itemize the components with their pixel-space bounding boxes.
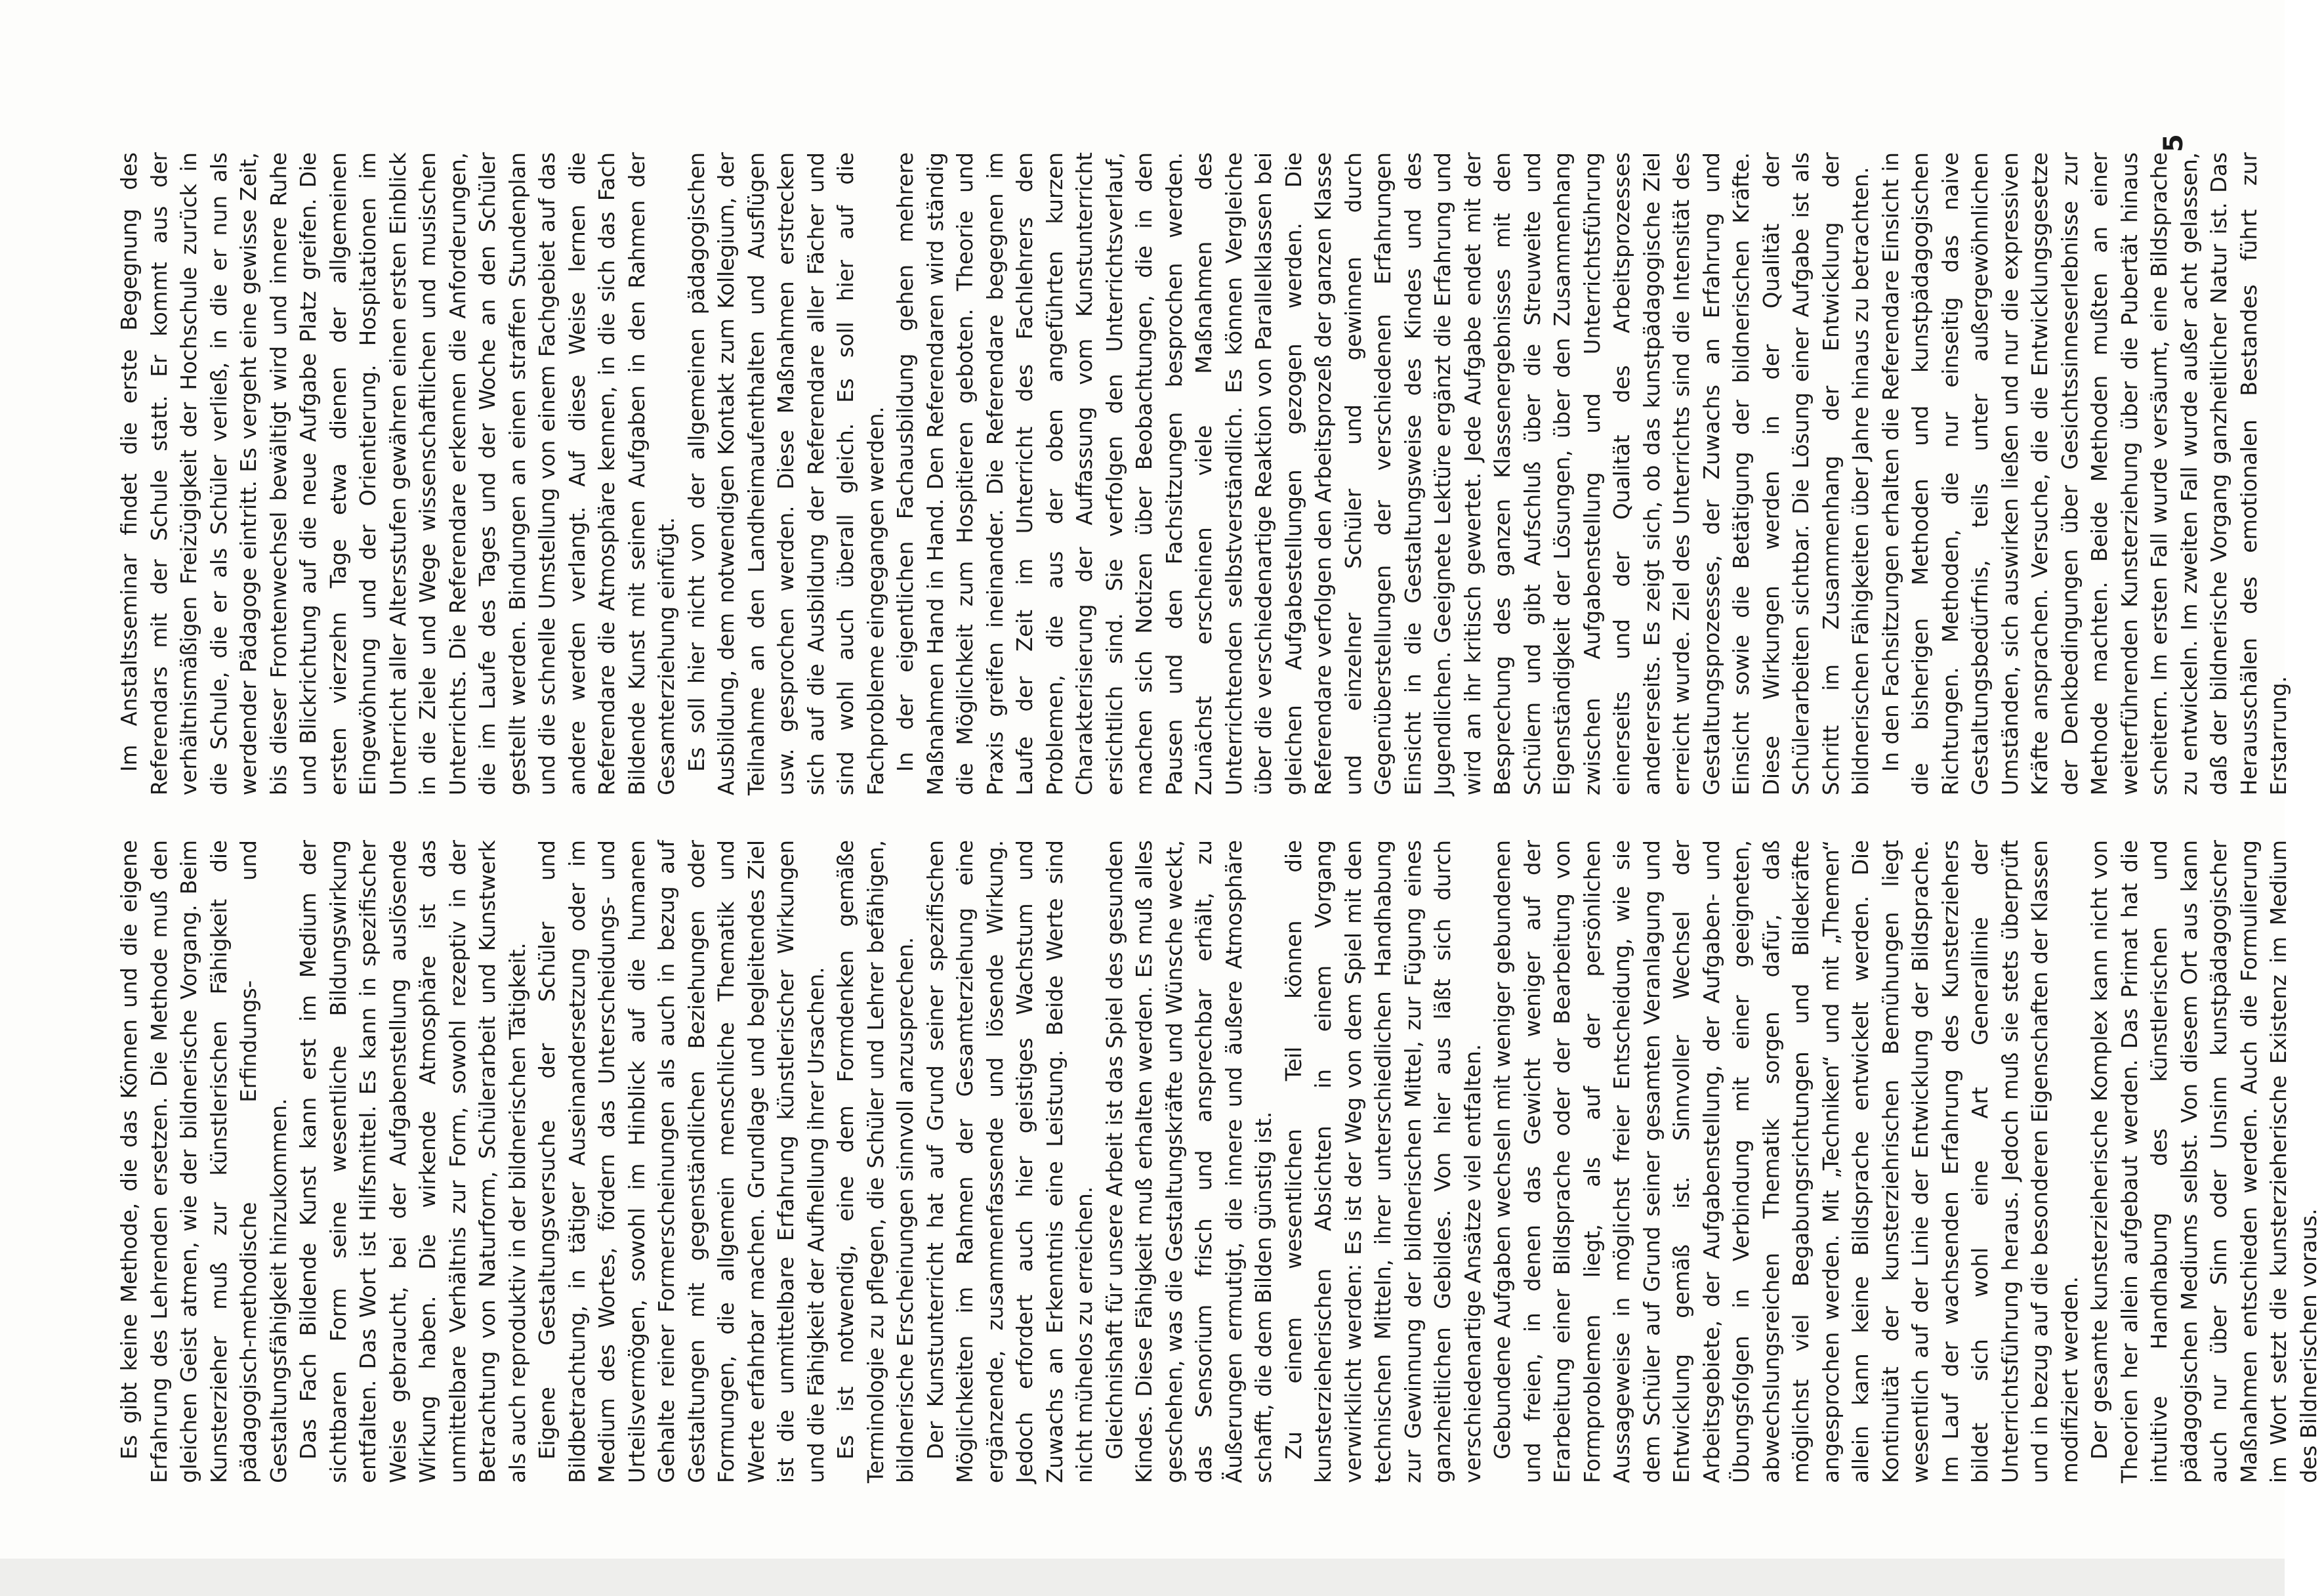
- scan-edge-shade: [0, 1559, 2285, 1596]
- paragraph: Es ist notwendig, eine dem Formdenken gemäße Terminologie zu pflegen, die Schüler und Lehrer befähigen, bildnerische Erscheinungen sinnvoll anzusprechen.: [833, 840, 918, 1483]
- paragraph: Es soll hier nicht von der allgemeinen pädagogischen Ausbildung, dem notwendigen Kontakt zum Kollegium, der Teilnahme an den Landheimaufenthalten und Ausflügen usw. gesprochen werden. Diese Maßnahmen erstrecken sich auf die Ausbildung der Referendare aller Fächer und sind wohl auch überall gleich. Es soll hier auf die Fachprobleme eingegangen werden.: [684, 152, 888, 795]
- paragraph: Im Anstaltsseminar findet die erste Begegnung des Referendars mit der Schule statt. Er kommt aus der verhältnismäßigen Freizügigkeit der Hochschule zurück in die Schule, die er als Schüler verließ, in die er nun als werdender Pädagoge eintritt. Es vergeht eine gewisse Zeit, bis dieser Frontenwechsel bewältigt wird und innere Ruhe und Blickrichtung auf die neue Aufgabe Platz greifen. Die ersten vierzehn Tage etwa dienen der allgemeinen Eingewöhnung und der Orientierung. Hospitationen im Unterricht aller Altersstufen gewähren einen ersten Einblick in die Ziele und Wege wissenschaftlichen und musischen Unterrichts. Die Referendare erkennen die Anforderungen, die im Laufe des Tages und der Woche an den Schüler gestellt werden. Bindungen an einen straffen Stundenplan und die schnelle Umstellung von einem Fachgebiet auf das andere werden verlangt. Auf diese Weise lernen die Referendare die Atmosphäre kennen, in die sich das Fach Bildende Kunst mit seinen Aufgaben in den Rahmen der Gesamterziehung einfügt.: [117, 152, 679, 795]
- paragraph: Gebundene Aufgaben wechseln mit weniger gebundenen und freien, in denen das Gewicht weniger auf der Erarbeitung einer Bildsprache oder der Bearbeitung von Formproblemen liegt, als auf der persönlichen Aussageweise in möglichst freier Entscheidung, wie sie dem Schüler auf Grund seiner gesamten Veranlagung und Entwicklung gemäß ist. Sinnvoller Wechsel der Arbeitsgebiete, der Aufgabenstellung, der Aufgaben- und Übungsfolgen in Verbindung mit einer geeigneten, abwechslungsreichen Thematik sorgen dafür, daß möglichst viel Begabungsrichtungen und Bildekräfte angesprochen werden. Mit „Techniken“ und mit „Themen“ allein kann keine Bildsprache entwickelt werden. Die Kontinuität der kunsterziehrischen Bemühungen liegt wesentlich auf der Linie der Entwicklung der Bildsprache. Im Lauf der wachsenden Erfahrung des Kunsterziehers bildet sich wohl eine Art Generallinie der Unterrichtsführung heraus. Jedoch muß sie stets überprüft und in bezug auf die besonderen Eigenschaften der Klassen modifiziert werden.: [1490, 840, 2083, 1483]
- paragraph: Gleichnishaft für unsere Arbeit ist das Spiel des gesunden Kindes. Diese Fähigkeit muß erhalten werden. Es muß alles geschehen, was die Gestaltungskräfte und Wünsche weckt, das Sensorium frisch und ansprechbar erhält, zu Äußerungen ermutigt, die innere und äußere Atmosphäre schafft, die dem Bilden günstig ist.: [1102, 840, 1276, 1483]
- paragraph: Es gibt keine Methode, die das Können und die eigene Erfahrung des Lehrenden ersetzen. Die Methode muß den gleichen Geist atmen, wie der bildnerische Vorgang. Beim Kunsterzieher muß zur künstlerischen Fähigkeit die pädagogisch-methodische Erfindungs- und Gestaltungsfähigkeit hinzukommen.: [117, 840, 291, 1483]
- text-column-left: [115, 840, 2324, 1483]
- text-column-right: [115, 152, 2294, 795]
- page-number: 5: [2159, 134, 2189, 152]
- paragraph: In den Fachsitzungen erhalten die Referendare Einsicht in die bisherigen Methoden und kunstpädagogischen Richtungen. Methoden, die nur einseitig das naive Gestaltungsbedürfnis, teils unter außergewöhnlichen Umständen, sich auswirken ließen und nur die expressiven Kräfte ansprachen. Versuche, die die Entwicklungsgesetze der Denkbedingungen über Gesichtssinneserlebnisse zur Methode machten. Beide Methoden mußten an einer weiterführenden Kunsterziehung über die Pubertät hinaus scheitern. Im ersten Fall wurde versäumt, eine Bildsprache zu entwickeln. Im zweiten Fall wurde außer acht gelassen, daß der bildnerische Vorgang ganzheitlicher Natur ist. Das Herausschälen des emotionalen Bestandes führt zur Erstarrung.: [1878, 152, 2291, 795]
- paragraph: Der Kunstunterricht hat auf Grund seiner spezifischen Möglichkeiten im Rahmen der Gesamterziehung eine ergänzende, zusammenfassende und lösende Wirkung. Jedoch erfordert auch hier geistiges Wachstum und Zuwachs an Erkenntnis eine Leistung. Beide Werte sind nicht mühelos zu erreichen.: [923, 840, 1097, 1483]
- paragraph: Zu einem wesentlichen Teil können die kunsterzieherischen Absichten in einem Vorgang verwirklicht werden: Es ist der Weg von dem Spiel mit den technischen Mitteln, ihrer unterschiedlichen Handhabung zur Gewinnung der bildnerischen Mittel, zur Fügung eines ganzheitlichen Gebildes. Von hier aus läßt sich durch verschiedenartige Ansätze viel entfalten.: [1281, 840, 1485, 1483]
- paragraph: Das Fach Bildende Kunst kann erst im Medium der sichtbaren Form seine wesentliche Bildungswirkung entfalten. Das Wort ist Hilfsmittel. Es kann in spezifischer Weise gebraucht, bei der Aufgabenstellung auslösende Wirkung haben. Die wirkende Atmosphäre ist das unmittelbare Verhältnis zur Form, sowohl rezeptiv in der Betrachtung von Naturform, Schülerarbeit und Kunstwerk als auch reproduktiv in der bildnerischen Tätigkeit.: [296, 840, 530, 1483]
- paragraph: In der eigentlichen Fachausbildung gehen mehrere Maßnahmen Hand in Hand. Den Referendaren wird ständig die Möglichkeit zum Hospitieren geboten. Theorie und Praxis greifen ineinander. Die Referendare begegnen im Laufe der Zeit im Unterricht des Fachlehrers den Problemen, die aus der oben angeführten kurzen Charakterisierung der Auffassung vom Kunstunterricht ersichtlich sind. Sie verfolgen den Unterrichtsverlauf, machen sich Notizen über Beobachtungen, die in den Pausen und den Fachsitzungen besprochen werden. Zunächst erscheinen viele Maßnahmen des Unterrichtenden selbstverständlich. Es können Vergleiche über die verschiedenartige Reaktion von Parallelklassen bei gleichen Aufgabestellungen gezogen werden. Die Referendare verfolgen den Arbeitsprozeß der ganzen Klasse und einzelner Schüler und gewinnen durch Gegenüberstellungen der verschiedenen Erfahrungen Einsicht in die Gestaltungsweise des Kindes und des Jugendlichen. Geeignete Lektüre ergänzt die Erfahrung und wird an ihr kritisch gewertet. Jede Aufgabe endet mit der Besprechung des ganzen Klassenergebnisses mit den Schülern und gibt Aufschluß über die Streuweite und Eigenständigkeit der Lösungen, über den Zusammenhang zwischen Aufgabenstellung und Unterrichtsführung einerseits und der Qualität des Arbeitsprozesses andererseits. Es zeigt sich, ob das kunstpädagogische Ziel erreicht wurde. Ziel des Unterrichts sind die Intensität des Gestaltungsprozesses, der Zuwachs an Erfahrung und Einsicht sowie die Betätigung der bildnerischen Kräfte. Diese Wirkungen werden in der Qualität der Schülerarbeiten sichtbar. Die Lösung einer Aufgabe ist als Schritt im Zusammenhang der Entwicklung der bildnerischen Fähigkeiten über Jahre hinaus zu betrachten.: [893, 152, 1873, 795]
- paragraph: Der gesamte kunsterzieherische Komplex kann nicht von Theorien her allein aufgebaut werden. Das Primat hat die intuitive Handhabung des künstlerischen und pädagogischen Mediums selbst. Von diesem Ort aus kann auch nur über Sinn oder Unsinn kunstpädagogischer Maßnahmen entschieden werden. Auch die Formulierung im Wort setzt die kunsterzieherische Existenz im Medium des Bildnerischen voraus.: [2087, 840, 2321, 1483]
- paragraph: Eigene Gestaltungsversuche der Schüler und Bildbetrachtung, in tätiger Auseinandersetzung oder im Medium des Wortes, fördern das Unterscheidungs- und Urteilsvermögen, sowohl im Hinblick auf die humanen Gehalte reiner Formerscheinungen als auch in bezug auf Gestaltungen mit gegenständlichen Beziehungen oder Formungen, die allgemein menschliche Thematik und Werte erfahrbar machen. Grundlage und begleitendes Ziel ist die unmittelbare Erfahrung künstlerischer Wirkungen und die Fähigkeit der Aufhellung ihrer Ursachen.: [535, 840, 829, 1483]
